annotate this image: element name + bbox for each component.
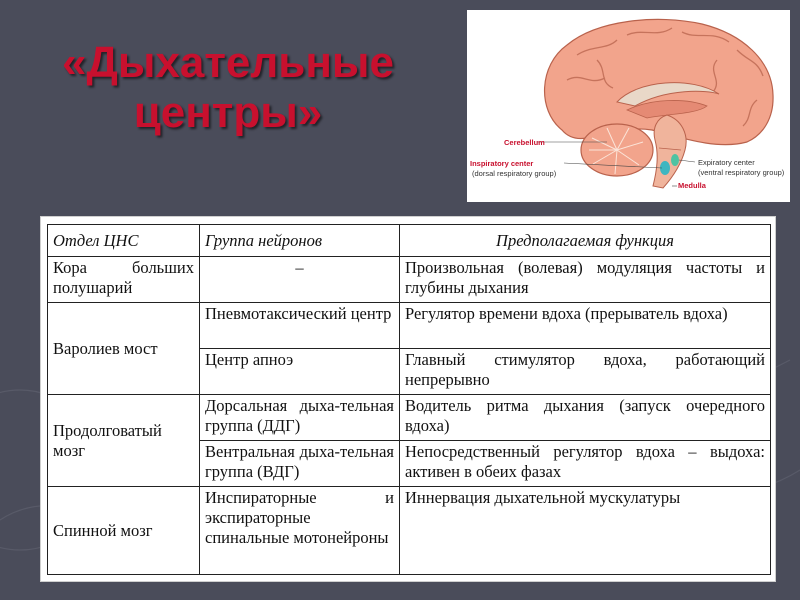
brainstem — [653, 115, 686, 188]
cell-function: Непосредственный регулятор вдоха – выдоха: активен в обеих фазах — [400, 441, 771, 487]
header-neuron-group: Группа нейронов — [200, 225, 400, 257]
header-function: Предполагаемая функция — [400, 225, 771, 257]
label-cerebellum: Cerebellum — [504, 138, 545, 147]
table-header-row — [48, 225, 771, 257]
cell-dept: Продолговатый мозг — [48, 395, 200, 487]
label-expiratory-sub: (ventral respiratory group) — [698, 168, 785, 177]
cell-function: Произвольная (волевая) модуляция частоты и глубины дыхания — [400, 257, 771, 303]
table-row — [48, 303, 771, 349]
cell-group: – — [200, 257, 400, 303]
label-medulla: Medulla — [678, 181, 706, 190]
cell-group: Пневмотаксический центр — [200, 303, 400, 349]
table-row — [48, 395, 771, 441]
cell-dept: Кора больших полушарий — [48, 257, 200, 303]
expiratory-center-marker — [671, 154, 679, 166]
cell-function: Главный стимулятор вдоха, работающий непрерывно — [400, 349, 771, 395]
respiratory-centers-table-panel — [40, 216, 776, 582]
title-line-2: центры» — [133, 88, 323, 137]
cell-group: Инспираторные и экспираторные спинальные мотонейроны — [200, 487, 400, 575]
table-row — [48, 257, 771, 303]
header-cns-division: Отдел ЦНС — [48, 225, 200, 257]
cell-function: Водитель ритма дыхания (запуск очередного вдоха) — [400, 395, 771, 441]
title-line-1: «Дыхательные — [62, 38, 394, 87]
cell-group: Вентральная дыха-тельная группа (ВДГ) — [200, 441, 400, 487]
label-inspiratory-center: Inspiratory center — [470, 159, 534, 168]
cell-dept: Варолиев мост — [48, 303, 200, 395]
cell-group: Дорсальная дыха-тельная группа (ДДГ) — [200, 395, 400, 441]
cell-group: Центр апноэ — [200, 349, 400, 395]
respiratory-centers-table — [47, 224, 771, 575]
label-expiratory-center: Expiratory center — [698, 158, 755, 167]
slide-title — [18, 38, 438, 138]
brain-illustration — [467, 10, 790, 202]
cell-function: Регулятор времени вдоха (прерыватель вдоха) — [400, 303, 771, 349]
table-row — [48, 487, 771, 575]
cell-function: Иннервация дыхательной мускулатуры — [400, 487, 771, 575]
cell-dept: Спинной мозг — [48, 487, 200, 575]
label-inspiratory-sub: (dorsal respiratory group) — [472, 169, 557, 178]
